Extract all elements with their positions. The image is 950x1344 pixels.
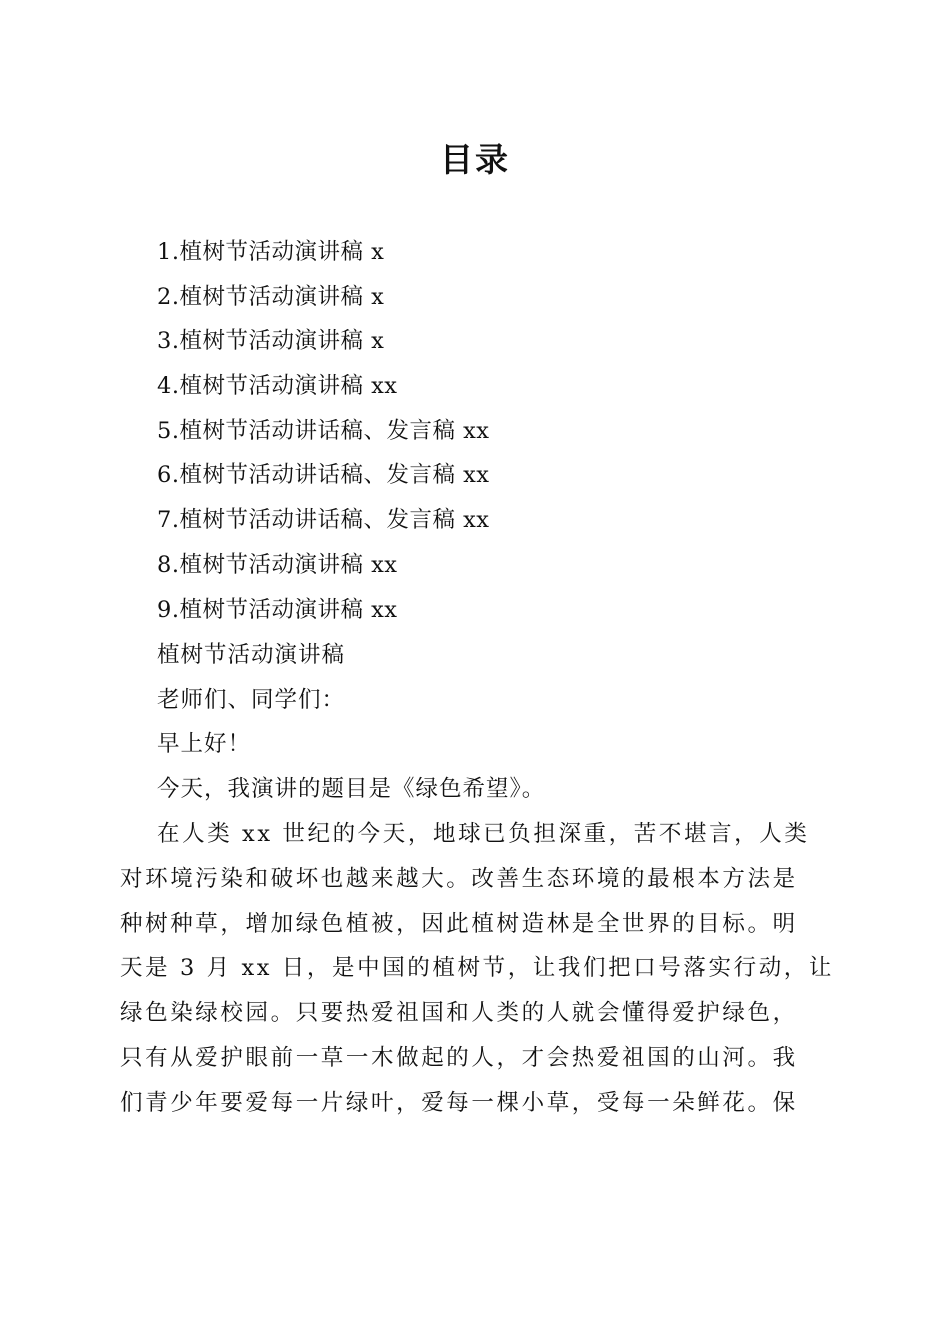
salutation: 老师们、同学们： bbox=[157, 686, 346, 713]
toc-item[interactable]: 8.植树节活动演讲稿 xx bbox=[157, 551, 398, 578]
speech-intro bbox=[157, 633, 857, 812]
table-of-contents bbox=[157, 230, 857, 632]
paragraph-line: 对环境污染和破坏也越来越大。改善生态环境的最根本方法是 bbox=[120, 865, 798, 892]
page-title: 目录 bbox=[440, 140, 510, 179]
toc-item[interactable]: 6.植树节活动讲话稿、发言稿 xx bbox=[157, 462, 490, 489]
paragraph-line: 种树种草，增加绿色植被，因此植树造林是全世界的目标。明 bbox=[120, 910, 798, 937]
toc-item[interactable]: 3.植树节活动演讲稿 x bbox=[157, 328, 385, 355]
speech-paragraph bbox=[120, 812, 835, 1126]
topic-line: 今天，我演讲的题目是《绿色希望》。 bbox=[157, 776, 546, 803]
paragraph-line: 们青少年要爱每一片绿叶，爱每一棵小草，受每一朵鲜花。保 bbox=[120, 1089, 798, 1116]
greeting: 早上好！ bbox=[157, 731, 252, 758]
paragraph-line: 绿色染绿校园。只要热爱祖国和人类的人就会懂得爱护绿色， bbox=[120, 1000, 798, 1027]
toc-item[interactable]: 2.植树节活动演讲稿 x bbox=[157, 283, 385, 310]
toc-item[interactable]: 5.植树节活动讲话稿、发言稿 xx bbox=[157, 417, 490, 444]
speech-title: 植树节活动演讲稿 bbox=[157, 642, 346, 668]
toc-item[interactable]: 7.植树节活动讲话稿、发言稿 xx bbox=[157, 507, 490, 534]
toc-item[interactable]: 1.植树节活动演讲稿 x bbox=[157, 239, 385, 265]
paragraph-line: 天是 3 月 xx 日，是中国的植树节，让我们把口号落实行动，让 bbox=[120, 955, 835, 982]
paragraph-line: 在人类 xx 世纪的今天，地球已负担深重，苦不堪言，人类 bbox=[157, 821, 810, 847]
toc-item[interactable]: 9.植树节活动演讲稿 xx bbox=[157, 596, 398, 623]
toc-item[interactable]: 4.植树节活动演讲稿 xx bbox=[157, 373, 398, 400]
paragraph-line: 只有从爱护眼前一草一木做起的人，才会热爱祖国的山河。我 bbox=[120, 1044, 798, 1071]
